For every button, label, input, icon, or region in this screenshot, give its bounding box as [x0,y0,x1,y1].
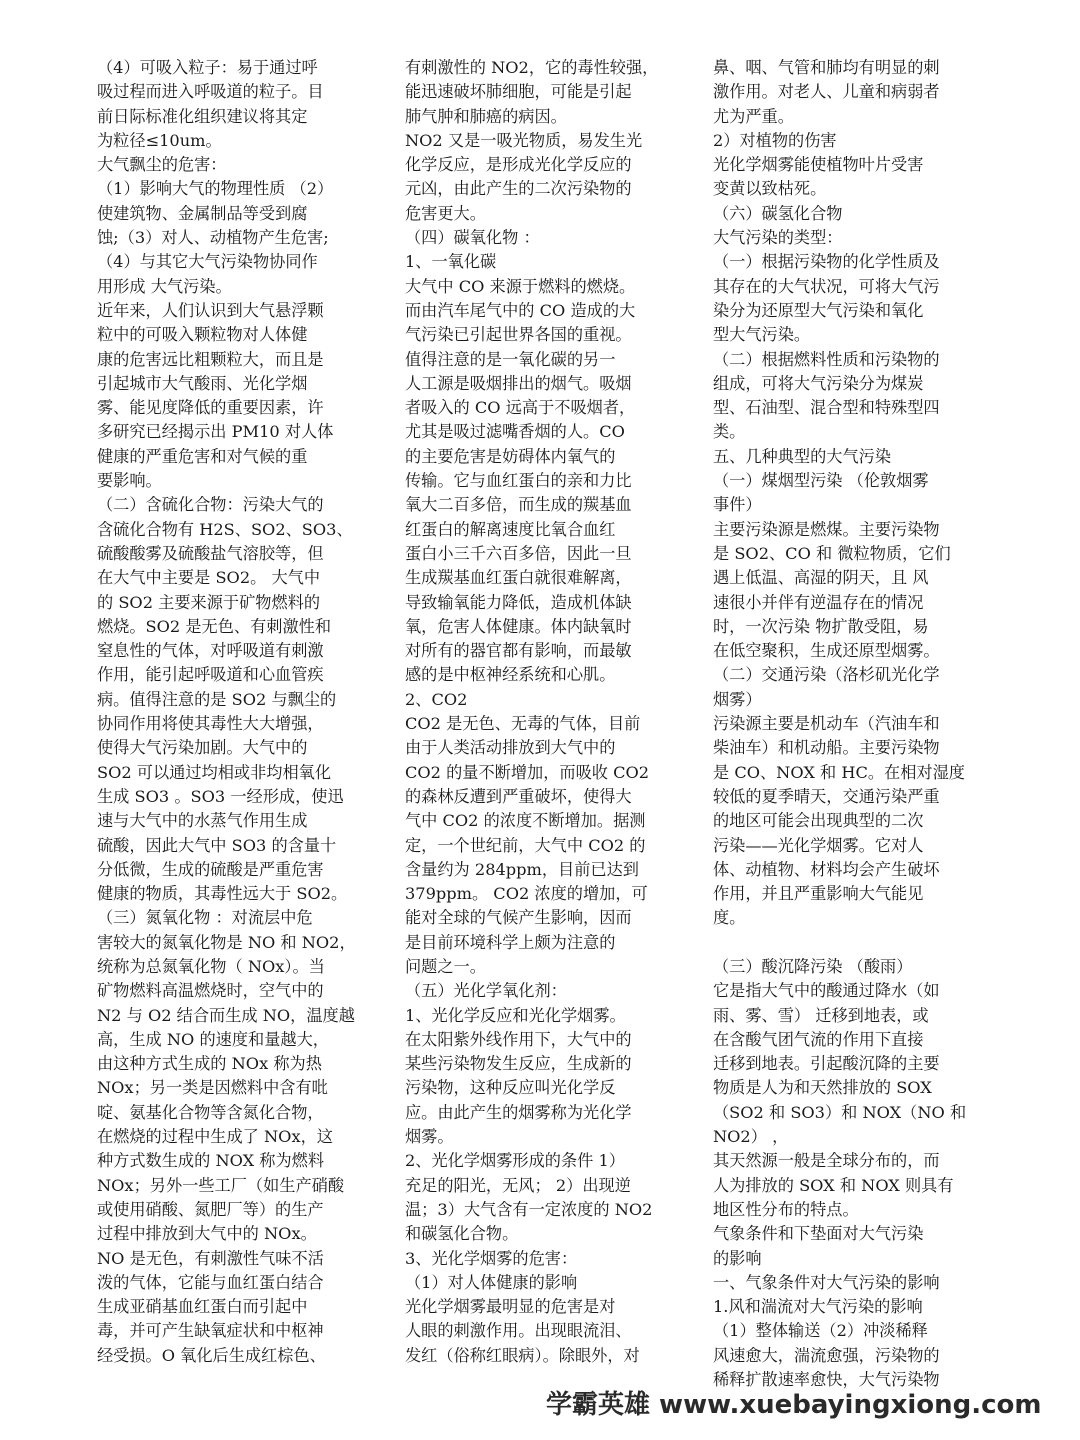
text-line: 人眼的刺激作用。出现眼流泪、 [405,1321,632,1341]
text-line: （三）酸沉降污染 （酸雨） [713,956,913,976]
text-line: 硫酸酸雾及硫酸盐气溶胶等，但 [97,543,324,563]
text-line: 氧大二百多倍，而生成的羰基血 [405,495,632,515]
text-line: 值得注意的是一氧化碳的另一 [405,349,616,369]
text-line: 蛋白小三千六百多倍，因此一旦 [405,543,632,563]
text-line: 前日际标准化组织建议将其定 [97,106,308,126]
text-line: 对所有的器官都有影响，而最敏 [405,641,632,661]
text-line: N2 与 O2 结合而生成 NO，温度越 [97,1005,355,1025]
text-line: 迁移到地表。引起酸沉降的主要 [713,1054,940,1074]
text-line: 速与大气中的水蒸气作用生成 [97,811,308,831]
text-line: 是 SO2、CO 和 微粒物质，它们 [713,543,951,563]
text-line: （五）光化学氧化剂： [405,981,567,1001]
text-line: 经受损。O 氧化后生成红棕色、 [97,1345,326,1365]
text-line: 在低空聚积，生成还原型烟雾。 [713,641,940,661]
text-line: 粒中的可吸入颗粒物对人体健 [97,325,308,345]
text-line: 含硫化合物有 H2S、SO2、SO3、 [97,519,353,539]
text-line: 氧，危害人体健康。体内缺氧时 [405,616,632,636]
text-line: （1）整体输送（2）冲淡稀释 [713,1321,928,1341]
text-line: 化学反应，是形成光化学反应的 [405,155,632,175]
text-line: 型大气污染。 [713,325,811,345]
text-line: 能对全球的气候产生影响，因而 [405,908,632,928]
text-line: 病。值得注意的是 SO2 与飘尘的 [97,689,337,709]
text-line: 有刺激性的 NO2，它的毒性较强， [405,58,659,77]
text-line: 人工源是吸烟排出的烟气。吸烟 [405,373,632,393]
text-line: 充足的阳光，无风； 2）出现逆 [405,1175,631,1195]
text-line: 速很小并伴有逆温存在的情况 [713,592,924,612]
text-line: 大气污染的类型： [713,228,843,248]
text-line: 燃烧。SO2 是无色、有刺激性和 [97,616,332,636]
text-line: 健康的严重危害和对气候的重 [97,446,308,466]
text-line: 含量约为 284ppm，目前已达到 [405,859,639,879]
text-line: 遇上低温、高湿的阴天，且 风 [713,568,929,588]
text-line: （一）煤烟型污染 （伦敦烟雾 [713,471,929,491]
text-line: 类。 [713,422,746,442]
text-line: 1、光化学反应和光化学烟雾。 [405,1005,626,1025]
text-column-2 [405,56,667,1368]
text-line: 的地区可能会出现典型的二次 [713,811,924,831]
text-line: 由于人类活动排放到大气中的 [405,738,616,758]
text-line: 的森林反遭到严重破坏，使得大 [405,786,632,806]
text-line: 污染——光化学烟雾。它对人 [713,835,924,855]
text-line: 康的危害远比粗颗粒大，而且是 [97,349,324,369]
text-line: 生成亚硝基血红蛋白而引起中 [97,1297,308,1317]
text-line: 1、一氧化碳 [405,252,497,272]
text-line: 和碳氢化合物。 [405,1224,519,1244]
text-line: 人为排放的 SOX 和 NOX 则具有 [713,1175,954,1195]
text-line: 大气中 CO 来源于燃料的燃烧。 [405,276,636,296]
text-line: 健康的物质，其毒性远大于 SO2。 [97,884,348,904]
text-line: 多研究已经揭示出 PM10 对人体 [97,422,334,442]
text-line: 雨、雾、雪） 迁移到地表，或 [713,1005,929,1025]
text-line: 2、光化学烟雾形成的条件 1） [405,1151,625,1171]
text-line: 吸过程而进入呼吸道的粒子。目 [97,82,324,102]
text-line: 或使用硝酸、氮肥厂等）的生产 [97,1199,324,1219]
text-line: 使建筑物、金属制品等受到腐 [97,203,308,223]
text-line: 变黄以致枯死。 [713,179,827,199]
text-line: 污染物，这种反应叫光化学反 [405,1078,616,1098]
text-line: （二）含硫化合物：污染大气的 [97,495,324,515]
text-line: （二）交通污染（洛杉矶光化学 [713,665,940,685]
text-line: 是目前环境科学上颇为注意的 [405,932,616,952]
text-line: 感的是中枢神经系统和心肌。 [405,665,616,685]
text-line: 生成 SO3 。SO3 一经形成，使迅 [97,786,344,806]
text-line: 的 SO2 主要来源于矿物燃料的 [97,592,321,612]
text-line: 由这种方式生成的 NOx 称为热 [97,1054,322,1074]
text-line: SO2 可以通过均相或非均相氧化 [97,762,332,782]
text-line: （二）根据燃料性质和污染物的 [713,349,940,369]
text-line: 使得大气污染加剧。大气中的 [97,738,308,758]
text-line: 啶、氨基化合物等含氮化合物， [97,1102,324,1122]
text-line: 烟雾。 [405,1127,454,1147]
text-line: 379ppm。 CO2 浓度的增加，可 [405,884,648,904]
text-line: 型、石油型、混合型和特殊型四 [713,398,940,418]
text-line: 是 CO、NOX 和 HC。在相对湿度 [713,762,965,782]
text-line: 事件） [713,495,762,515]
text-line: （1）对人体健康的影响 [405,1272,578,1292]
text-line: 发红（俗称红眼病）。除眼外，对 [405,1345,640,1365]
text-line: （四）碳氧化物 ： [405,228,540,248]
text-line: 引起城市大气酸雨、光化学烟 [97,373,308,393]
text-line: 害较大的氮氧化物是 NO 和 NO2， [97,932,356,952]
text-line: 风速愈大，湍流愈强，污染物的 [713,1345,940,1365]
text-line: （三）氮氧化物 ：对流层中危 [97,908,313,928]
text-line: 统称为总氮氧化物（ NOx）。当 [97,956,325,976]
footer-watermark: 学霸英雄 www.xuebayingxiong.com [546,1390,1042,1420]
text-line: 时，一次污染 物扩散受阻，易 [713,616,929,636]
text-line: NO 是无色，有刺激性气味不活 [97,1248,324,1268]
text-line: 体、动植物、材料均会产生破坏 [713,859,940,879]
text-line: 柴油车）和机动船。主要污染物 [713,738,940,758]
text-line: 矿物燃料高温燃烧时，空气中的 [97,981,324,1001]
text-line: 的主要危害是妨碍体内氧气的 [405,446,616,466]
text-line: 大气飘尘的危害： [97,155,227,175]
text-line: （4）可吸入粒子：易于通过呼 [97,58,318,77]
text-line: 污染源主要是机动车（汽油车和 [713,714,940,734]
text-line: NO2） ， [713,1127,789,1147]
text-line: 雾、能见度降低的重要因素，许 [97,398,324,418]
text-line: 为粒径≤10um。 [97,130,222,150]
text-line: 泼的气体，它能与血红蛋白结合 [97,1272,324,1292]
text-line: 五、几种典型的大气污染 [713,446,892,466]
text-line: 窒息性的气体，对呼吸道有刺激 [97,641,324,661]
text-line: 应。由此产生的烟雾称为光化学 [405,1102,632,1122]
text-line [713,931,975,955]
text-line: 导致输氧能力降低，造成机体缺 [405,592,632,612]
text-line: NOx；另一类是因燃料中含有吡 [97,1078,328,1098]
text-line: 尤为严重。 [713,106,794,126]
text-line: NOx；另外一些工厂（如生产硝酸 [97,1175,345,1195]
text-line: 问题之一。 [405,956,486,976]
text-line: 气象条件和下垫面对大气污染 [713,1224,924,1244]
text-line: 的影响 [713,1248,762,1268]
text-line: 种方式数生成的 NOX 称为燃料 [97,1151,325,1171]
text-line: NO2 又是一吸光物质，易发生光 [405,130,643,150]
text-line: 染分为还原型大气污染和氧化 [713,300,924,320]
text-line: 3、光化学烟雾的危害： [405,1248,578,1268]
text-line: 其存在的大气状况，可将大气污 [713,276,940,296]
text-line: 分低微，生成的硫酸是严重危害 [97,859,324,879]
text-line: 高，生成 NO 的速度和量越大， [97,1029,329,1049]
text-line: CO2 的量不断增加，而吸收 CO2 [405,762,650,782]
text-line: 肺气肿和肺癌的病因。 [405,106,567,126]
text-line: 1.风和湍流对大气污染的影响 [713,1297,923,1317]
text-line: 激作用。对老人、儿童和病弱者 [713,82,940,102]
text-line: 传输。它与血红蛋白的亲和力比 [405,471,632,491]
text-line: 定，一个世纪前，大气中 CO2 的 [405,835,646,855]
text-line: 作用，并且严重影响大气能见 [713,884,924,904]
text-line: 组成，可将大气污染分为煤炭 [713,373,924,393]
text-column-1 [97,56,357,1368]
text-line: 某些污染物发生反应，生成新的 [405,1054,632,1074]
text-line: （一）根据污染物的化学性质及 [713,252,940,272]
text-line: 用形成 大气污染。 [97,276,232,296]
text-line: 蚀;（3）对人、动植物产生危害; [97,228,329,248]
text-line: 尤其是吸过滤嘴香烟的人。CO [405,422,625,442]
text-line: 要影响。 [97,471,162,491]
text-line: 物质是人为和天然排放的 SOX [713,1078,932,1098]
text-line: 气污染已引起世界各国的重视。 [405,325,632,345]
text-line: 烟雾） [713,689,762,709]
text-line: 它是指大气中的酸通过降水（如 [713,981,940,1001]
text-line: （1）影响大气的物理性质 （2） [97,179,334,199]
text-line: 一、气象条件对大气污染的影响 [713,1272,940,1292]
text-line: 稀释扩散速率愈快，大气污染物 [713,1370,940,1390]
text-line: 在太阳紫外线作用下，大气中的 [405,1029,632,1049]
text-line: 过程中排放到大气中的 NOx。 [97,1224,317,1244]
text-line: 而由汽车尾气中的 CO 造成的大 [405,300,636,320]
text-line: 光化学烟雾能使植物叶片受害 [713,155,924,175]
text-line: 2）对植物的伤害 [713,130,837,150]
text-line: CO2 是无色、无毒的气体，目前 [405,714,641,734]
text-line: 生成羰基血红蛋白就很难解离， [405,568,632,588]
text-line: 地区性分布的特点。 [713,1199,859,1219]
text-line: （六）碳氢化合物 [713,203,843,223]
text-line: 光化学烟雾最明显的危害是对 [405,1297,616,1317]
text-line: 度。 [713,908,746,928]
text-line: 较低的夏季晴天，交通污染严重 [713,786,940,806]
text-column-3 [713,56,975,1392]
text-line: 元凶，由此产生的二次污染物的 [405,179,632,199]
text-line: 温；3）大气含有一定浓度的 NO2 [405,1199,653,1219]
text-line: 气中 CO2 的浓度不断增加。据测 [405,811,646,831]
text-line: 2、CO2 [405,689,468,709]
text-line: 协同作用将使其毒性大大增强， [97,714,324,734]
text-line: （4）与其它大气污染物协同作 [97,252,318,272]
text-line: （SO2 和 SO3）和 NOX（NO 和 [713,1102,967,1122]
text-line: 红蛋白的解离速度比氧合血红 [405,519,616,539]
text-line: 能迅速破坏肺细胞，可能是引起 [405,82,632,102]
text-line: 作用，能引起呼吸道和心血管疾 [97,665,324,685]
text-line: 在燃烧的过程中生成了 NOx，这 [97,1127,333,1147]
text-line: 危害更大。 [405,203,486,223]
text-line: 近年来，人们认识到大气悬浮颗 [97,300,324,320]
text-line: 鼻、咽、气管和肺均有明显的刺 [713,58,940,77]
text-line: 在含酸气团气流的作用下直接 [713,1029,924,1049]
text-line: 者吸入的 CO 远高于不吸烟者， [405,398,636,418]
text-line: 主要污染源是燃煤。主要污染物 [713,519,940,539]
text-line: 毒，并可产生缺氧症状和中枢神 [97,1321,324,1341]
text-line: 其天然源一般是全球分布的，而 [713,1151,940,1171]
text-line: 硫酸，因此大气中 SO3 的含量十 [97,835,337,855]
text-line: 在大气中主要是 SO2。 大气中 [97,568,321,588]
